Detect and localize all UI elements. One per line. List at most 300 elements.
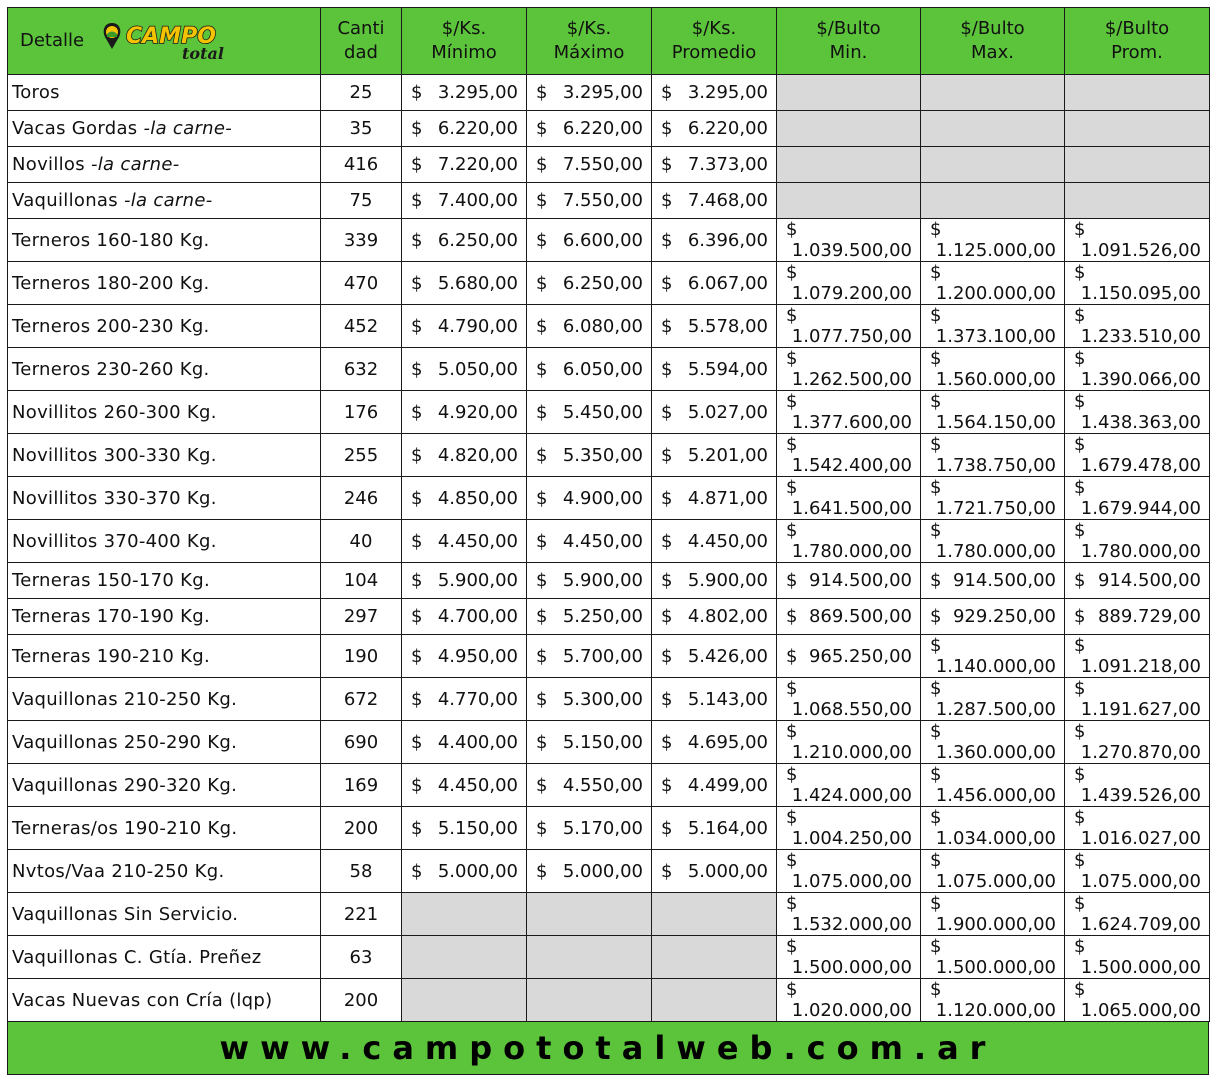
price-cell	[921, 563, 1065, 599]
price-cell	[652, 678, 777, 721]
price-cell	[777, 936, 921, 979]
currency-symbol: $	[661, 229, 673, 251]
price-value: 1.377.600,00	[791, 412, 912, 433]
detalle-text: Vaquillonas Sin Servicio.	[12, 903, 239, 925]
price-value: 6.250,00	[562, 272, 643, 294]
currency-symbol: $	[536, 272, 548, 294]
price-value: 7.550,00	[562, 154, 643, 175]
price-cell	[921, 262, 1065, 305]
price-cell	[1065, 477, 1210, 520]
price-value: 5.450,00	[562, 401, 643, 423]
price-value: 914.500,00	[952, 570, 1056, 591]
currency-symbol: $	[411, 315, 423, 337]
price-value: 4.950,00	[437, 645, 518, 667]
price-cell	[777, 599, 921, 635]
currency-symbol: $	[536, 731, 548, 753]
row-detalle	[8, 111, 321, 147]
price-cell	[921, 893, 1065, 936]
price-cell	[527, 635, 652, 678]
currency-symbol: $	[1074, 678, 1086, 699]
price-value: 1.500.000,00	[791, 957, 912, 978]
price-cell	[777, 563, 921, 599]
detalle-text: Terneros 160-180 Kg.	[12, 229, 210, 251]
detalle-text: Terneras 170-190 Kg.	[12, 606, 210, 627]
price-cell	[527, 111, 652, 147]
price-cell	[402, 434, 527, 477]
price-cell	[1065, 305, 1210, 348]
row-cantidad: 339	[321, 219, 402, 262]
price-value: 5.150,00	[562, 731, 643, 753]
table-row	[8, 305, 1210, 348]
price-value: 5.900,00	[687, 570, 768, 591]
price-value: 1.780.000,00	[791, 541, 912, 562]
price-value: 1.233.510,00	[1080, 326, 1201, 347]
table-row	[8, 477, 1210, 520]
price-cell	[1065, 635, 1210, 678]
logo-sub: total	[181, 44, 224, 63]
price-value: 7.220,00	[437, 154, 518, 175]
price-value: 965.250,00	[808, 645, 912, 667]
currency-symbol: $	[411, 154, 423, 175]
currency-symbol: $	[411, 645, 423, 667]
price-value: 1.191.627,00	[1080, 699, 1201, 720]
currency-symbol: $	[786, 305, 798, 326]
price-cell	[652, 850, 777, 893]
price-cell	[921, 520, 1065, 563]
price-value: 1.641.500,00	[791, 498, 912, 519]
price-value: 6.250,00	[437, 229, 518, 251]
price-value: 5.143,00	[687, 688, 768, 710]
currency-symbol: $	[411, 860, 423, 882]
row-detalle	[8, 979, 321, 1022]
currency-symbol: $	[786, 850, 798, 871]
currency-symbol: $	[661, 817, 673, 839]
price-value: 1.624.709,00	[1080, 914, 1201, 935]
table-row	[8, 147, 1210, 183]
currency-symbol: $	[1074, 721, 1086, 742]
row-detalle	[8, 477, 321, 520]
price-cell	[652, 111, 777, 147]
currency-symbol: $	[661, 860, 673, 882]
price-value: 1.075.000,00	[935, 871, 1056, 892]
row-detalle	[8, 721, 321, 764]
price-value: 5.250,00	[562, 606, 643, 627]
price-cell	[402, 147, 527, 183]
header-ks-max: $/Ks. Máximo	[527, 8, 652, 75]
price-cell	[921, 635, 1065, 678]
price-cell	[921, 599, 1065, 635]
price-value: 1.210.000,00	[791, 742, 912, 763]
currency-symbol: $	[661, 82, 673, 103]
row-cantidad: 452	[321, 305, 402, 348]
currency-symbol: $	[536, 860, 548, 882]
currency-symbol: $	[930, 305, 942, 326]
row-detalle	[8, 348, 321, 391]
currency-symbol: $	[661, 358, 673, 380]
empty-cell	[777, 111, 921, 147]
price-value: 1.456.000,00	[935, 785, 1056, 806]
price-value: 1.390.066,00	[1080, 369, 1201, 390]
row-cantidad: 297	[321, 599, 402, 635]
currency-symbol: $	[930, 262, 942, 283]
price-cell	[527, 183, 652, 219]
currency-symbol: $	[1074, 570, 1086, 591]
footer-website[interactable]: www.campototalweb.com.ar	[7, 1022, 1209, 1075]
header-cantidad: Canti dad	[321, 8, 402, 75]
empty-cell	[921, 111, 1065, 147]
currency-symbol: $	[786, 262, 798, 283]
empty-cell	[1065, 75, 1210, 111]
price-value: 6.220,00	[562, 118, 643, 139]
currency-symbol: $	[536, 82, 548, 103]
currency-symbol: $	[536, 774, 548, 796]
table-row	[8, 219, 1210, 262]
empty-cell	[1065, 183, 1210, 219]
price-cell	[402, 219, 527, 262]
empty-cell	[402, 893, 527, 936]
price-cell	[921, 477, 1065, 520]
price-value: 4.770,00	[437, 688, 518, 710]
price-value: 4.400,00	[437, 731, 518, 753]
currency-symbol: $	[661, 606, 673, 627]
price-value: 4.920,00	[437, 401, 518, 423]
price-value: 914.500,00	[808, 570, 912, 591]
header-bulto-max: $/Bulto Max.	[921, 8, 1065, 75]
currency-symbol: $	[1074, 305, 1086, 326]
row-detalle	[8, 599, 321, 635]
price-value: 1.091.218,00	[1080, 656, 1201, 677]
table-row	[8, 75, 1210, 111]
price-value: 1.287.500,00	[935, 699, 1056, 720]
currency-symbol: $	[661, 272, 673, 294]
price-cell	[921, 936, 1065, 979]
price-cell	[402, 807, 527, 850]
price-cell	[652, 434, 777, 477]
row-cantidad: 672	[321, 678, 402, 721]
price-value: 1.360.000,00	[935, 742, 1056, 763]
currency-symbol: $	[930, 850, 942, 871]
price-cell	[777, 391, 921, 434]
currency-symbol: $	[786, 570, 798, 591]
currency-symbol: $	[411, 358, 423, 380]
price-value: 1.075.000,00	[1080, 871, 1201, 892]
row-cantidad: 221	[321, 893, 402, 936]
currency-symbol: $	[1074, 979, 1086, 1000]
currency-symbol: $	[661, 645, 673, 667]
price-value: 1.679.478,00	[1080, 455, 1201, 476]
price-cell	[402, 348, 527, 391]
detalle-text: Vaquillonas	[12, 190, 124, 211]
price-value: 3.295,00	[437, 82, 518, 103]
currency-symbol: $	[1074, 850, 1086, 871]
detalle-text: Novillitos 300-330 Kg.	[12, 444, 217, 466]
empty-cell	[1065, 111, 1210, 147]
price-cell	[527, 563, 652, 599]
price-cell	[921, 348, 1065, 391]
currency-symbol: $	[411, 190, 423, 211]
price-cell	[527, 477, 652, 520]
currency-symbol: $	[930, 391, 942, 412]
currency-symbol: $	[661, 774, 673, 796]
currency-symbol: $	[536, 358, 548, 380]
table-row	[8, 850, 1210, 893]
currency-symbol: $	[661, 731, 673, 753]
price-cell	[777, 807, 921, 850]
price-cell	[652, 348, 777, 391]
price-cell	[777, 348, 921, 391]
row-detalle	[8, 807, 321, 850]
detalle-text: Terneras/os 190-210 Kg.	[12, 817, 238, 839]
price-value: 929.250,00	[952, 606, 1056, 627]
price-cell	[652, 183, 777, 219]
currency-symbol: $	[930, 520, 942, 541]
row-detalle	[8, 147, 321, 183]
currency-symbol: $	[786, 721, 798, 742]
price-value: 4.499,00	[687, 774, 768, 796]
price-cell	[652, 520, 777, 563]
price-cell	[652, 721, 777, 764]
currency-symbol: $	[930, 348, 942, 369]
detalle-text: Nvtos/Vaa 210-250 Kg.	[12, 860, 225, 882]
price-value: 4.695,00	[687, 731, 768, 753]
row-detalle	[8, 635, 321, 678]
price-value: 4.802,00	[687, 606, 768, 627]
row-detalle	[8, 678, 321, 721]
row-detalle	[8, 262, 321, 305]
price-cell	[527, 764, 652, 807]
price-cell	[1065, 391, 1210, 434]
header-bulto-min: $/Bulto Min.	[777, 8, 921, 75]
row-cantidad: 63	[321, 936, 402, 979]
price-value: 4.900,00	[562, 487, 643, 509]
price-cell	[527, 305, 652, 348]
currency-symbol: $	[786, 645, 798, 667]
row-cantidad: 200	[321, 979, 402, 1022]
detalle-text: Terneras 150-170 Kg.	[12, 570, 210, 591]
detalle-note: -la carne-	[143, 118, 233, 139]
currency-symbol: $	[661, 444, 673, 466]
price-value: 1.200.000,00	[935, 283, 1056, 304]
detalle-text: Terneros 230-260 Kg.	[12, 358, 210, 380]
table-row	[8, 635, 1210, 678]
currency-symbol: $	[536, 487, 548, 509]
currency-symbol: $	[536, 229, 548, 251]
currency-symbol: $	[661, 570, 673, 591]
price-cell	[1065, 348, 1210, 391]
price-cell	[652, 75, 777, 111]
table-row	[8, 599, 1210, 635]
currency-symbol: $	[411, 229, 423, 251]
table-row	[8, 678, 1210, 721]
empty-cell	[527, 893, 652, 936]
price-cell	[777, 764, 921, 807]
price-value: 1.780.000,00	[1080, 541, 1201, 562]
price-cell	[921, 434, 1065, 477]
price-value: 1.542.400,00	[791, 455, 912, 476]
currency-symbol: $	[1074, 348, 1086, 369]
currency-symbol: $	[536, 444, 548, 466]
price-value: 1.262.500,00	[791, 369, 912, 390]
currency-symbol: $	[536, 154, 548, 175]
currency-symbol: $	[661, 154, 673, 175]
row-cantidad: 416	[321, 147, 402, 183]
currency-symbol: $	[411, 444, 423, 466]
row-detalle	[8, 764, 321, 807]
price-cell	[1065, 520, 1210, 563]
price-value: 1.039.500,00	[791, 240, 912, 261]
currency-symbol: $	[930, 979, 942, 1000]
price-value: 3.295,00	[562, 82, 643, 103]
empty-cell	[777, 183, 921, 219]
price-cell	[652, 305, 777, 348]
detalle-text: Terneros 180-200 Kg.	[12, 272, 210, 294]
price-value: 1.500.000,00	[935, 957, 1056, 978]
currency-symbol: $	[661, 487, 673, 509]
price-value: 4.790,00	[437, 315, 518, 337]
price-cell	[652, 764, 777, 807]
price-value: 4.850,00	[437, 487, 518, 509]
currency-symbol: $	[930, 807, 942, 828]
price-cell	[652, 262, 777, 305]
price-value: 3.295,00	[687, 82, 768, 103]
price-value: 1.091.526,00	[1080, 240, 1201, 261]
price-cell	[527, 147, 652, 183]
price-cell	[402, 850, 527, 893]
row-cantidad: 104	[321, 563, 402, 599]
currency-symbol: $	[411, 606, 423, 627]
empty-cell	[527, 936, 652, 979]
price-cell	[921, 678, 1065, 721]
price-value: 1.532.000,00	[791, 914, 912, 935]
currency-symbol: $	[536, 645, 548, 667]
price-value: 1.560.000,00	[935, 369, 1056, 390]
price-cell	[527, 75, 652, 111]
price-cell	[402, 477, 527, 520]
row-cantidad: 190	[321, 635, 402, 678]
price-cell	[652, 807, 777, 850]
price-cell	[652, 147, 777, 183]
price-value: 5.578,00	[687, 315, 768, 337]
row-cantidad: 470	[321, 262, 402, 305]
price-value: 1.564.150,00	[935, 412, 1056, 433]
price-cell	[1065, 764, 1210, 807]
currency-symbol: $	[786, 893, 798, 914]
currency-symbol: $	[1074, 262, 1086, 283]
price-cell	[402, 721, 527, 764]
row-cantidad: 40	[321, 520, 402, 563]
currency-symbol: $	[536, 817, 548, 839]
row-cantidad: 200	[321, 807, 402, 850]
currency-symbol: $	[930, 434, 942, 455]
price-cell	[777, 850, 921, 893]
currency-symbol: $	[411, 401, 423, 423]
empty-cell	[921, 75, 1065, 111]
detalle-text: Vacas Gordas	[12, 118, 144, 139]
detalle-text: Vaquillonas 250-290 Kg.	[12, 731, 238, 753]
table-row	[8, 979, 1210, 1022]
currency-symbol: $	[786, 348, 798, 369]
price-cell	[777, 635, 921, 678]
price-cell	[402, 764, 527, 807]
table-row	[8, 183, 1210, 219]
currency-symbol: $	[1074, 520, 1086, 541]
price-cell	[527, 262, 652, 305]
empty-cell	[777, 75, 921, 111]
price-value: 6.220,00	[687, 118, 768, 139]
row-cantidad: 169	[321, 764, 402, 807]
price-cell	[402, 635, 527, 678]
row-cantidad: 176	[321, 391, 402, 434]
price-value: 6.050,00	[562, 358, 643, 380]
currency-symbol: $	[786, 477, 798, 498]
price-value: 4.871,00	[687, 487, 768, 509]
currency-symbol: $	[1074, 807, 1086, 828]
price-cell	[1065, 599, 1210, 635]
price-value: 4.450,00	[562, 530, 643, 552]
price-value: 7.468,00	[687, 190, 768, 211]
currency-symbol: $	[411, 688, 423, 710]
table-row	[8, 391, 1210, 434]
currency-symbol: $	[536, 315, 548, 337]
price-cell	[921, 764, 1065, 807]
price-cell	[921, 305, 1065, 348]
empty-cell	[1065, 147, 1210, 183]
detalle-text: Novillos	[12, 154, 91, 175]
detalle-note: -la carne-	[90, 154, 180, 175]
price-cell	[777, 434, 921, 477]
currency-symbol: $	[411, 82, 423, 103]
price-value: 4.820,00	[437, 444, 518, 466]
row-detalle	[8, 434, 321, 477]
detalle-text: Vaquillonas 210-250 Kg.	[12, 688, 238, 710]
price-value: 4.450,00	[437, 530, 518, 552]
price-cell	[652, 635, 777, 678]
empty-cell	[921, 183, 1065, 219]
table-row	[8, 111, 1210, 147]
price-cell	[402, 520, 527, 563]
price-value: 1.150.095,00	[1080, 283, 1201, 304]
price-cell	[527, 807, 652, 850]
price-cell	[527, 434, 652, 477]
campo-total-logo	[100, 19, 234, 63]
price-value: 1.140.000,00	[935, 656, 1056, 677]
price-value: 914.500,00	[1097, 570, 1201, 591]
price-cell	[1065, 219, 1210, 262]
row-cantidad: 75	[321, 183, 402, 219]
price-value: 1.079.200,00	[791, 283, 912, 304]
header-bulto-prom: $/Bulto Prom.	[1065, 8, 1210, 75]
price-value: 4.450,00	[687, 530, 768, 552]
table-row	[8, 721, 1210, 764]
currency-symbol: $	[536, 530, 548, 552]
empty-cell	[527, 979, 652, 1022]
price-cell	[652, 563, 777, 599]
currency-symbol: $	[1074, 764, 1086, 785]
price-value: 5.900,00	[437, 570, 518, 591]
detalle-text: Vacas Nuevas con Cría (lqp)	[12, 989, 273, 1011]
currency-symbol: $	[786, 391, 798, 412]
currency-symbol: $	[1074, 893, 1086, 914]
price-value: 5.027,00	[687, 401, 768, 423]
price-value: 1.125.000,00	[935, 240, 1056, 261]
price-cell	[777, 477, 921, 520]
price-value: 5.426,00	[687, 645, 768, 667]
empty-cell	[652, 936, 777, 979]
currency-symbol: $	[411, 731, 423, 753]
price-value: 1.439.526,00	[1080, 785, 1201, 806]
price-value: 1.077.750,00	[791, 326, 912, 347]
table-row	[8, 936, 1210, 979]
